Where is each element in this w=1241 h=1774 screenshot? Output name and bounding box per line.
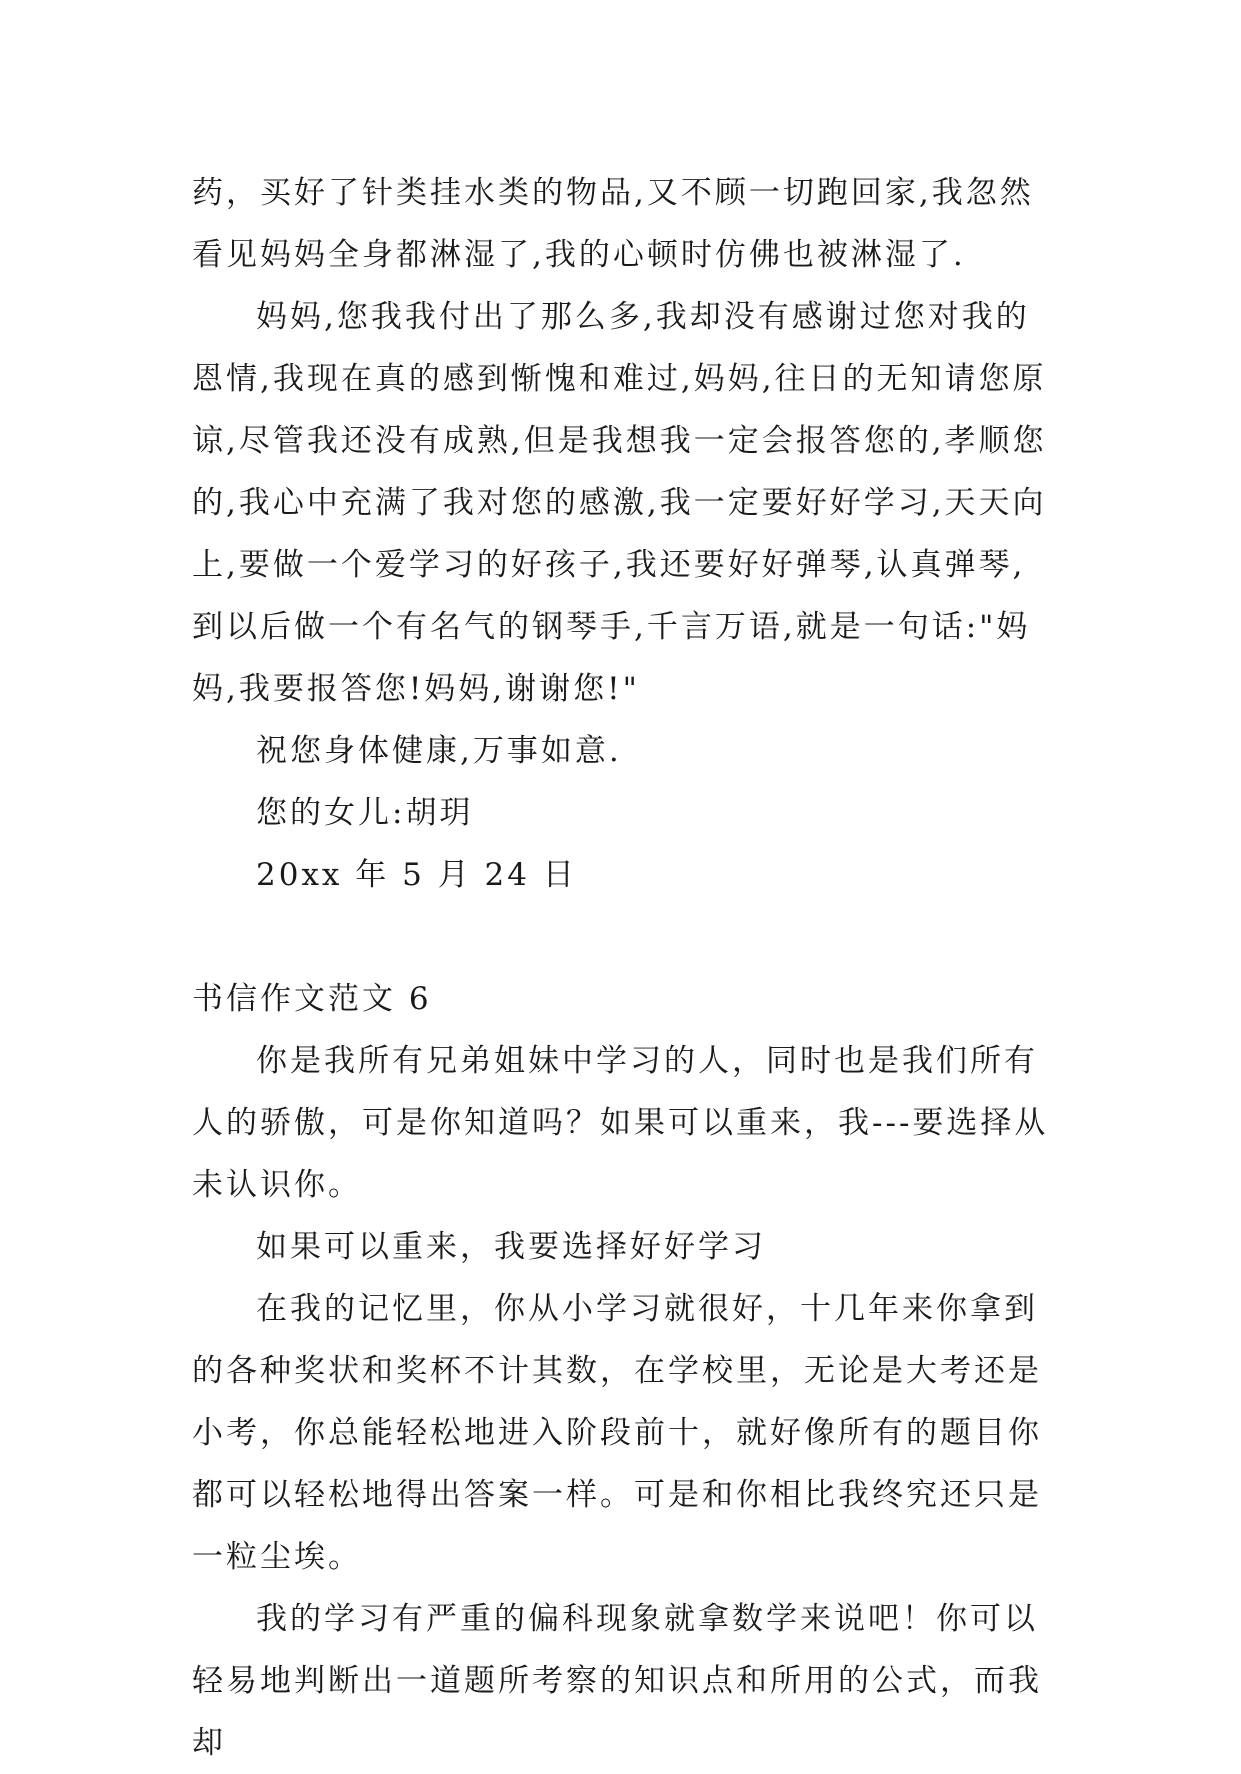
letter-date: 20xx 年 5 月 24 日: [256, 857, 577, 893]
letter-closing: 祝您身体健康,万事如意.: [256, 733, 622, 769]
essay-paragraph: 你是我所有兄弟姐妹中学习的人，同时也是我们所有人的骄傲，可是你知道吗？如果可以重来，我---要选择从未认识你。: [192, 1043, 1049, 1203]
letter-paragraph-main: 妈妈,您我我付出了那么多,我却没有感谢过您对我的恩情,我现在真的感到惭愧和难过,妈妈,往日的无知请您原谅,尽管我还没有成熟,但是我想我一定会报答您的,孝顺您的,我心中充满了我对您的感激,我一定要好好学习,天天向上,要做一个爱学习的好孩子,我还要好好弹琴,认真弹琴,到以后做一个有名气的钢琴手,千言万语,就是一句话:"妈妈,我要报答您!妈妈,谢谢您!": [192, 299, 1047, 707]
essay-paragraph: 如果可以重来，我要选择好好学习: [256, 1229, 766, 1265]
section-title: 书信作文范文 6: [192, 981, 432, 1017]
essay-paragraph: 在我的记忆里，你从小学习就很好，十几年来你拿到的各种奖状和奖杯不计其数，在学校里，无论是大考还是小考，你总能轻松地进入阶段前十，就好像所有的题目你都可以轻松地得出答案一样。可是和你相比我终究还只是一粒尘埃。: [192, 1291, 1042, 1575]
letter-signature: 您的女儿:胡玥: [256, 795, 474, 831]
document-body: [192, 162, 1052, 1774]
letter-paragraph-continued: 药，买好了针类挂水类的物品,又不顾一切跑回家,我忽然看见妈妈全身都淋湿了,我的心顿时仿佛也被淋湿了.: [192, 175, 1034, 273]
essay-paragraph: 我的学习有严重的偏科现象就拿数学来说吧！你可以轻易地判断出一道题所考察的知识点和所用的公式，而我却: [192, 1601, 1042, 1761]
section-spacer: [192, 906, 1052, 968]
